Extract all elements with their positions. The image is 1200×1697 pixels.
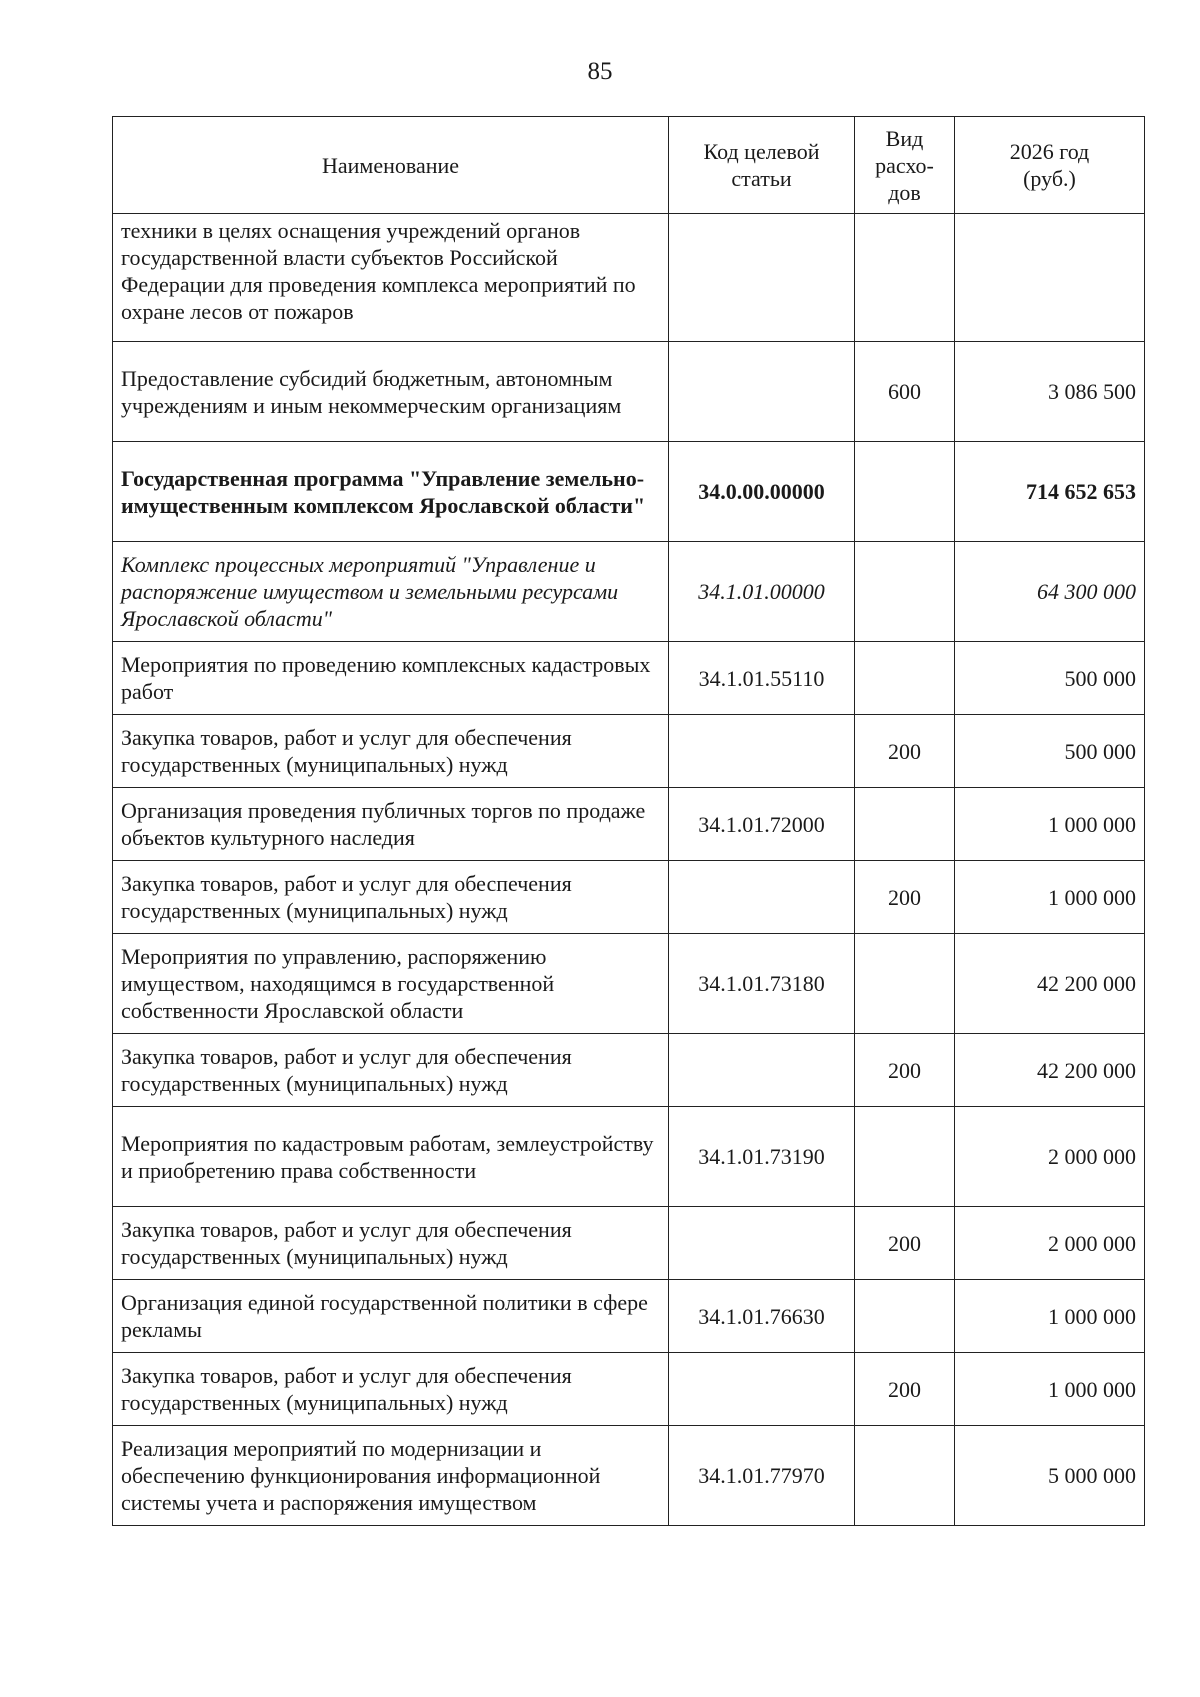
- row-code-cell: [669, 1207, 855, 1280]
- row-name-cell: Закупка товаров, работ и услуг для обеспечения государственных (муниципальных) нужд: [113, 861, 669, 934]
- row-kind-cell: [855, 1107, 955, 1207]
- row-code-cell: 34.1.01.00000: [669, 542, 855, 642]
- row-name-cell: Государственная программа "Управление земельно-имущественным комплексом Ярославской области": [113, 442, 669, 542]
- row-name-cell: Мероприятия по управлению, распоряжению имуществом, находящимся в государственной собственности Ярославской области: [113, 934, 669, 1034]
- row-kind-cell: 200: [855, 1207, 955, 1280]
- header-kind: [855, 117, 955, 214]
- row-amount-cell: 1 000 000: [955, 788, 1145, 861]
- row-kind-cell: 200: [855, 1034, 955, 1107]
- table-row: [113, 1207, 1145, 1280]
- table-row: [113, 788, 1145, 861]
- table-row: [113, 934, 1145, 1034]
- row-name-cell: Мероприятия по кадастровым работам, землеустройству и приобретению права собственности: [113, 1107, 669, 1207]
- table-row: [113, 715, 1145, 788]
- row-name-cell: Предоставление субсидий бюджетным, автономным учреждениям и иным некоммерческим организациям: [113, 342, 669, 442]
- row-code-cell: [669, 715, 855, 788]
- row-code-cell: [669, 214, 855, 342]
- row-amount-cell: 42 200 000: [955, 934, 1145, 1034]
- row-amount-cell: 3 086 500: [955, 342, 1145, 442]
- row-code-cell: [669, 342, 855, 442]
- row-amount-cell: 2 000 000: [955, 1107, 1145, 1207]
- header-name: Наименование: [113, 117, 669, 214]
- row-kind-cell: [855, 1426, 955, 1526]
- budget-table: [112, 116, 1145, 1526]
- row-name-cell: Организация проведения публичных торгов по продаже объектов культурного наследия: [113, 788, 669, 861]
- row-amount-cell: 1 000 000: [955, 861, 1145, 934]
- page-number: 85: [587, 58, 613, 85]
- table-row: [113, 642, 1145, 715]
- row-amount-cell: 1 000 000: [955, 1353, 1145, 1426]
- row-name-cell: Комплекс процессных мероприятий "Управление и распоряжение имуществом и земельными ресурсами Ярославской области": [113, 542, 669, 642]
- table-header-row: [113, 117, 1145, 214]
- row-amount-cell: 42 200 000: [955, 1034, 1145, 1107]
- table-row: [113, 861, 1145, 934]
- table-row: [113, 214, 1145, 342]
- row-amount-cell: 64 300 000: [955, 542, 1145, 642]
- row-kind-cell: [855, 542, 955, 642]
- header-amount: [955, 117, 1145, 214]
- row-code-cell: 34.1.01.77970: [669, 1426, 855, 1526]
- row-name-cell: Закупка товаров, работ и услуг для обеспечения государственных (муниципальных) нужд: [113, 715, 669, 788]
- row-kind-cell: [855, 214, 955, 342]
- row-amount-cell: 500 000: [955, 715, 1145, 788]
- table-row: [113, 1034, 1145, 1107]
- row-code-cell: 34.1.01.73190: [669, 1107, 855, 1207]
- row-name-cell: Закупка товаров, работ и услуг для обеспечения государственных (муниципальных) нужд: [113, 1207, 669, 1280]
- row-amount-cell: 1 000 000: [955, 1280, 1145, 1353]
- row-kind-cell: [855, 642, 955, 715]
- row-amount-cell: 5 000 000: [955, 1426, 1145, 1526]
- row-code-cell: [669, 1034, 855, 1107]
- row-code-cell: 34.1.01.72000: [669, 788, 855, 861]
- table-body: [113, 214, 1145, 1526]
- row-kind-cell: 200: [855, 861, 955, 934]
- row-name-cell: техники в целях оснащения учреждений органов государственной власти субъектов Российской Федерации для проведения комплекса мероприятий по охране лесов от пожаров: [113, 214, 669, 342]
- row-name-cell: Мероприятия по проведению комплексных кадастровых работ: [113, 642, 669, 715]
- row-name-cell: Закупка товаров, работ и услуг для обеспечения государственных (муниципальных) нужд: [113, 1034, 669, 1107]
- table-row: [113, 542, 1145, 642]
- header-code: [669, 117, 855, 214]
- table-row: [113, 1280, 1145, 1353]
- row-name-cell: Организация единой государственной политики в сфере рекламы: [113, 1280, 669, 1353]
- row-code-cell: 34.1.01.55110: [669, 642, 855, 715]
- row-amount-cell: 2 000 000: [955, 1207, 1145, 1280]
- row-code-cell: [669, 861, 855, 934]
- row-kind-cell: [855, 788, 955, 861]
- row-kind-cell: 200: [855, 715, 955, 788]
- table-row: [113, 1353, 1145, 1426]
- row-kind-cell: [855, 1280, 955, 1353]
- table-row: [113, 442, 1145, 542]
- header-kind-text: Вид расхо-дов: [875, 125, 934, 205]
- table-row: [113, 342, 1145, 442]
- row-kind-cell: 600: [855, 342, 955, 442]
- row-code-cell: 34.1.01.76630: [669, 1280, 855, 1353]
- row-name-cell: Реализация мероприятий по модернизации и обеспечению функционирования информационной системы учета и распоряжения имуществом: [113, 1426, 669, 1526]
- row-kind-cell: 200: [855, 1353, 955, 1426]
- table-row: [113, 1426, 1145, 1526]
- row-code-cell: 34.1.01.73180: [669, 934, 855, 1034]
- header-amount-text: 2026 год (руб.): [1009, 139, 1090, 191]
- row-code-cell: [669, 1353, 855, 1426]
- row-name-cell: Закупка товаров, работ и услуг для обеспечения государственных (муниципальных) нужд: [113, 1353, 669, 1426]
- row-amount-cell: 714 652 653: [955, 442, 1145, 542]
- header-code-text: Код целевой статьи: [703, 139, 820, 191]
- row-amount-cell: [955, 214, 1145, 342]
- row-code-cell: 34.0.00.00000: [669, 442, 855, 542]
- row-kind-cell: [855, 934, 955, 1034]
- row-amount-cell: 500 000: [955, 642, 1145, 715]
- row-kind-cell: [855, 442, 955, 542]
- table-row: [113, 1107, 1145, 1207]
